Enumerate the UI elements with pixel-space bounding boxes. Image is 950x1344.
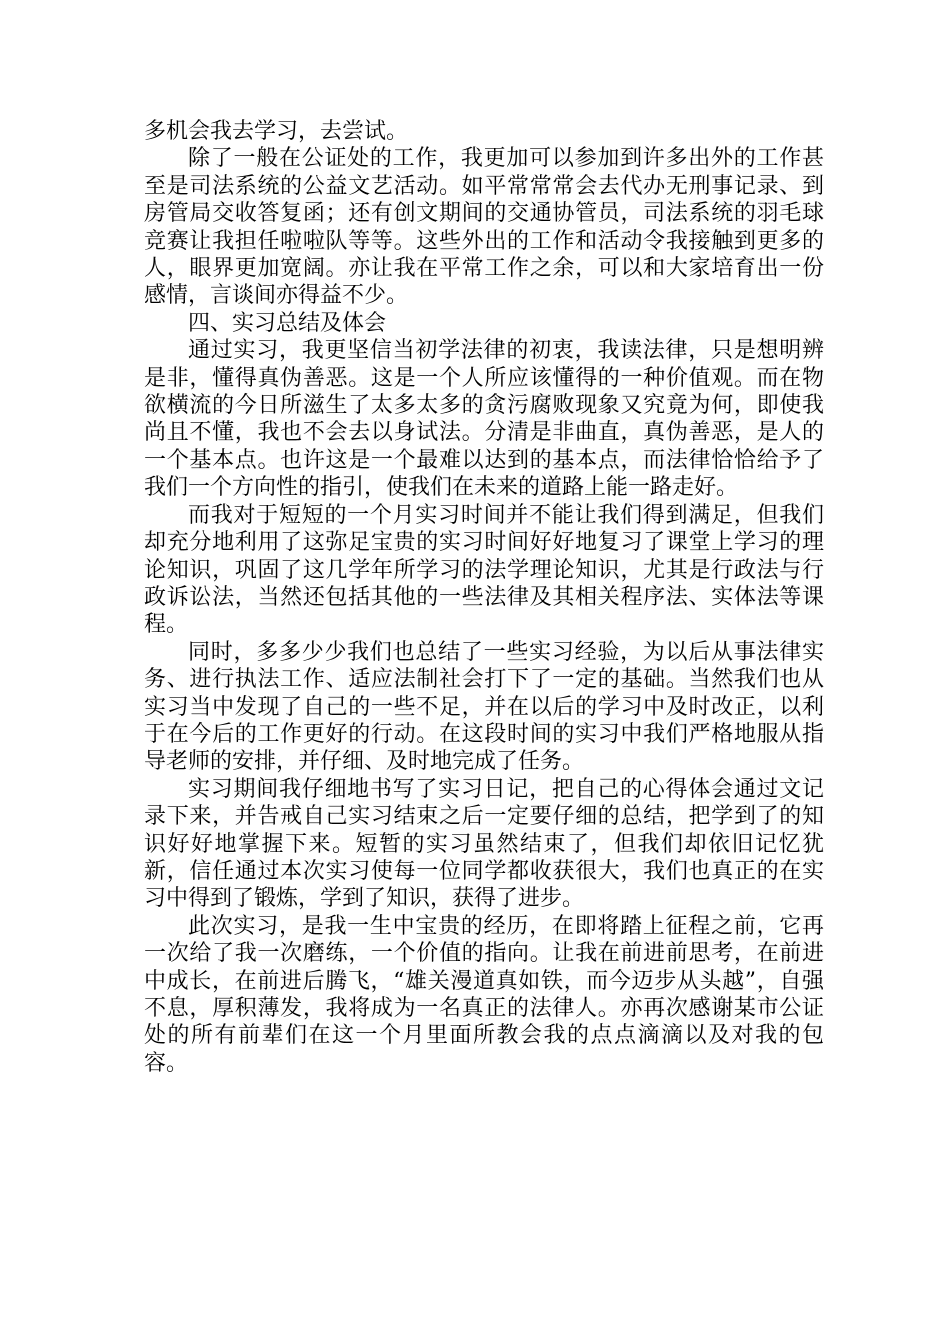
- section-heading: 四、实习总结及体会: [188, 310, 387, 336]
- paragraph-continuation: 多机会我去学习，去尝试。: [144, 119, 409, 144]
- paragraph-review-knowledge: 而我对于短短的一个月实习时间并不能让我们得到满足，但我们却充分地利用了这弥足宝贵的实习时间好好地复习了课堂上学习的理论知识，巩固了这几学年所学习的法学理论知识，尤其是行政法与行政诉讼法，当然还包括其他的一些法律及其相关程序法、实体法等课程。: [144, 502, 824, 638]
- paragraph-diary: 实习期间我仔细地书写了实习日记，把自己的心得体会通过文记录下来，并告戒自己实习结束之后一定要仔细的总结，把学到了的知识好好地掌握下来。短暂的实习虽然结束了，但我们却依旧记忆犹新，信任通过本次实习使每一位同学都收获很大，我们也真正的在实习中得到了锻炼，学到了知识，获得了进步。: [144, 776, 824, 912]
- document-body: [144, 118, 824, 1077]
- paragraph-experience: 同时，多多少少我们也总结了一些实习经验，为以后从事法律实务、进行执法工作、适应法制社会打下了一定的基础。当然我们也从实习当中发现了自己的一些不足，并在以后的学习中及时改正，以利于在今后的工作更好的行动。在这段时间的实习中我们严格地服从指导老师的安排，并仔细、及时地完成了任务。: [144, 639, 824, 775]
- paragraph-conclusion: 此次实习，是我一生中宝贵的经历，在即将踏上征程之前，它再一次给了我一次磨练，一个价值的指向。让我在前进前思考，在前进中成长，在前进后腾飞，“雄关漫道真如铁，而今迈步从头越”，自强不息，厚积薄发，我将成为一名真正的法律人。亦再次感谢某市公证处的所有前辈们在这一个月里面所教会我的点点滴滴以及对我的包容。: [144, 913, 824, 1076]
- paragraph-outside-work: 除了一般在公证处的工作，我更加可以参加到许多出外的工作甚至是司法系统的公益文艺活动。如平常常常会去代办无刑事记录、到房管局交收答复函；还有创文期间的交通协管员，司法系统的羽毛球竞赛让我担任啦啦队等等。这些外出的工作和活动令我接触到更多的人，眼界更加宽阔。亦让我在平常工作之余，可以和大家培育出一份感情，言谈间亦得益不少。: [144, 146, 824, 309]
- paragraph-law-values: 通过实习，我更坚信当初学法律的初衷，我读法律，只是想明辨是非，懂得真伪善恶。这是一个人所应该懂得的一种价值观。而在物欲横流的今日所滋生了太多太多的贪污腐败现象又究竟为何，即使我尚且不懂，我也不会去以身试法。分清是非曲直，真伪善恶，是人的一个基本点。也许这是一个最难以达到的基本点，而法律恰恰给予了我们一个方向性的指引，使我们在未来的道路上能一路走好。: [144, 338, 824, 501]
